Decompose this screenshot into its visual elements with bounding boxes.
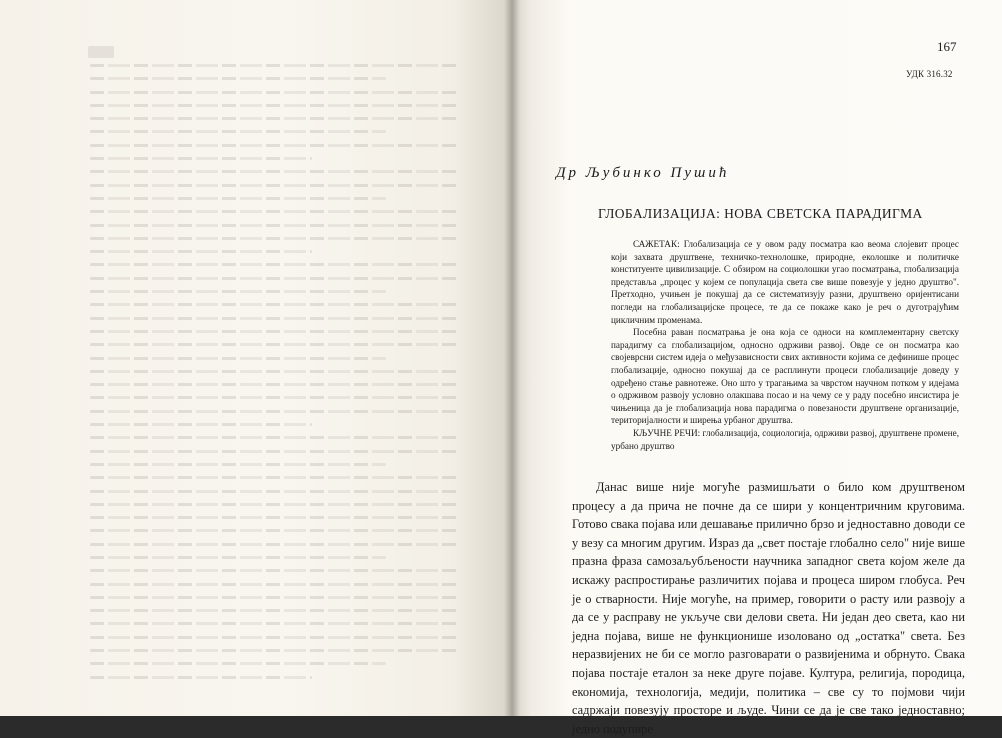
show-through-page-number (88, 46, 114, 58)
left-page (0, 0, 512, 716)
udk-classification: УДК 316.32 (906, 69, 953, 79)
book-gutter (504, 0, 520, 716)
author-name: Др Љубинко Пушић (556, 165, 730, 181)
abstract (611, 238, 959, 427)
abstract-paragraph: САЖЕТАК: Глобализација се у овом раду посматра као веома слојевит процес који захвата друштвене, техничко-технолошке, природне, еколошке и политичке конституенте цивилизације. С обзиром на социолошки угао посматрања, глобализација представља „процес у којем се популација света све више повезује у једно друштво". Претходно, учињен је покушај да се систематизују разни, друштвено оријентисани погледи на глобализацијске процесе, те да се покаже како је реч о дуготрајућим цикличним променама. (611, 239, 959, 325)
body-paragraph: Данас више није могуће размишљати о било ком друштвеном процесу а да прича не почне да се шири у концентричним круговима. Готово свака појава или дешавање прилично брзо и једноставно доводи се у везу са многим другим. Израз да „свет постаје глобално село" није више празна фраза самозаљубљености научника западног света којом желе да искажу распростирање различитих појава и процеса широм глобуса. Реч је о стварности. Није могуће, на пример, говорити о расту или развоју а да се у расправу не укључе сви делови света. Ни један део света, као ни једна појава, више не функционише изоловано од „остатка" света. Без неразвијених не би се могло разговарати о развијенима и обрнуто. Свака појава постаје еталон за неке друге појаве. Култура, религија, породица, економија, технологија, медији, политика – све су то појмови чији садржаји повезују просторе и људе. Чини се да је све тако једноставно; једно подупире (572, 480, 965, 736)
keywords: КЉУЧНЕ РЕЧИ: глобализација, социологија, одрживи развој, друштвене промене, урбано друштво (611, 428, 959, 451)
right-page (512, 0, 1002, 736)
page-number: 167 (937, 39, 957, 54)
body-text (572, 478, 965, 738)
article-title: ГЛОБАЛИЗАЦИЈА: НОВА СВЕТСКА ПАРАДИГМА (598, 206, 923, 221)
show-through-text (90, 64, 460, 689)
abstract-paragraph: Посебна раван посматрања је она која се односи на комплементарну светску парадигму са глобализацијом, односно одрживи развој. Овде се он посматра као својеврсни систем идеја о међузависности свих активности којима се дефинише процес глобализације, односно покушај да се расплинути процеси глобализације доведу у одређено стање равнотеже. Оно што у трагањима за чврстом научном потком у идејама о одрживом развоју условно олакшава посао и на чему се у раду посебно инсистира је чињеница да је глобализација нова парадигма о повезаности друштвене организације, територијалности и ширења урбаног друштва. (611, 327, 959, 426)
